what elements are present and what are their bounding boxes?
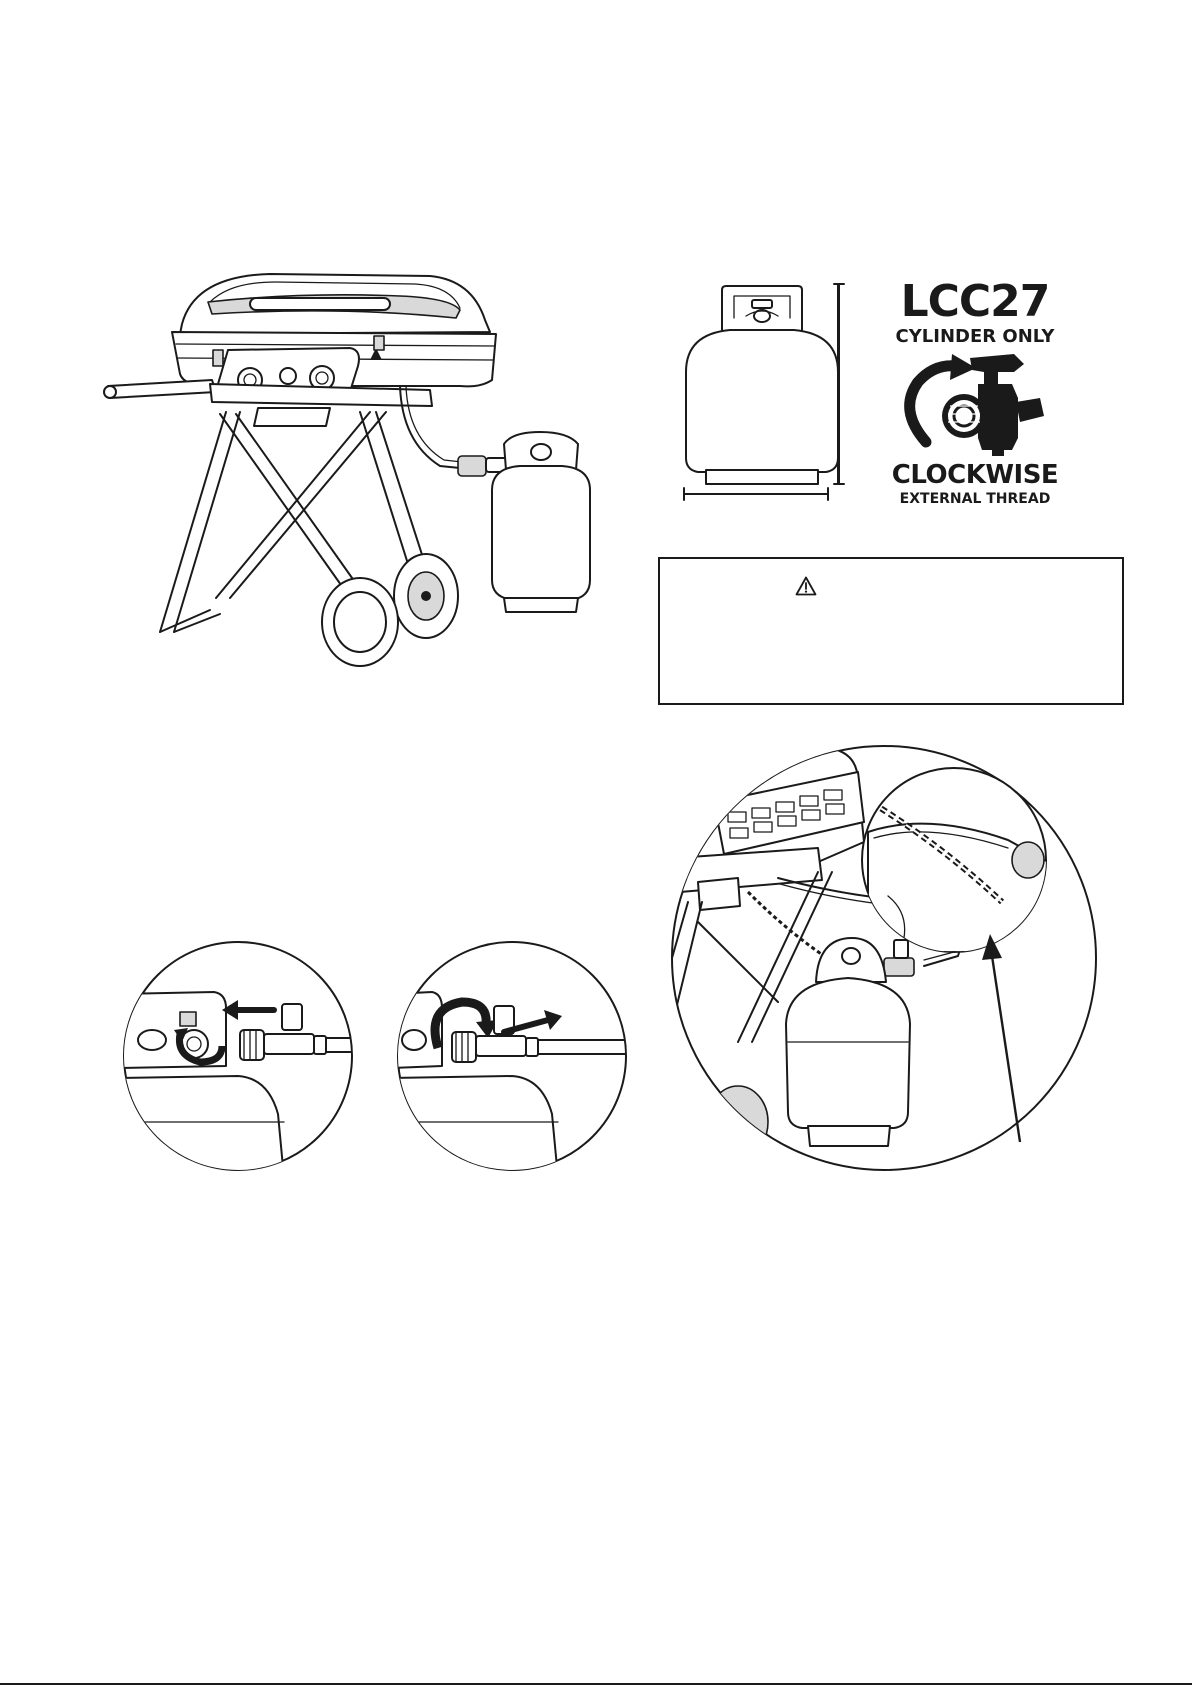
grill-with-cylinder-illustration bbox=[100, 262, 640, 722]
connect-regulator-detail bbox=[118, 938, 358, 1174]
badge-clockwise: CLOCKWISE bbox=[891, 460, 1059, 490]
warning-box bbox=[658, 557, 1124, 705]
badge-cylinder-only: CYLINDER ONLY bbox=[895, 326, 1055, 347]
cylinder-dimension-illustration bbox=[680, 280, 846, 510]
clockwise-valve-icon bbox=[878, 350, 1072, 456]
safety-chain-detail bbox=[668, 742, 1100, 1174]
disconnect-regulator-detail bbox=[392, 938, 632, 1174]
height-dimension-line bbox=[832, 282, 846, 486]
lcc27-badge bbox=[878, 278, 1072, 518]
badge-model: LCC27 bbox=[900, 276, 1050, 327]
warning-triangle-icon bbox=[795, 576, 817, 596]
badge-external-thread: EXTERNAL THREAD bbox=[899, 491, 1051, 507]
